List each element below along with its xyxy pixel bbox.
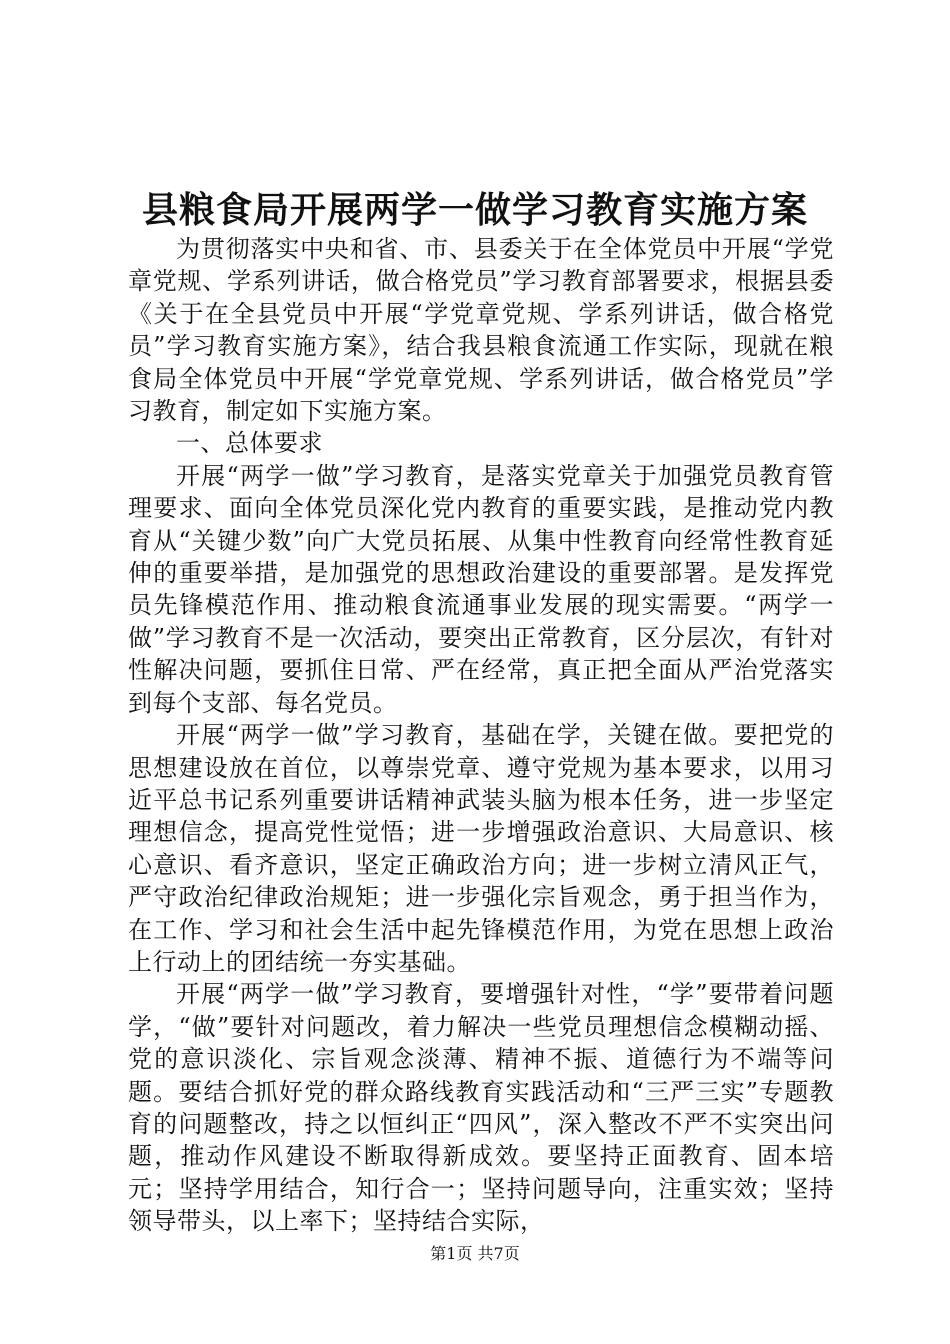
paragraph-targeting: 开展“两学一做”学习教育，要增强针对性，“学”要带着问题学，“做”要针对问题改，着力解决一些党员理想信念模糊动摇、党的意识淡化、宗旨观念淡薄、精神不振、道德行为不端等问题。要结合抓好党的群众路线教育实践活动和“三严三实”专题教育的问题整改，持之以恒纠正“四风”，深入整改不严不实突出问题，推动作风建设不断取得新成效。要坚持正面教育、固本培元；坚持学用结合，知行合一；坚持问题导向，注重实效；坚持领导带头，以上率下；坚持结合实际，	[128, 980, 834, 1236]
paragraph-foundation: 开展“两学一做”学习教育，基础在学，关键在做。要把党的思想建设放在首位，以尊崇党章、遵守党规为基本要求，以用习近平总书记系列重要讲话精神武装头脑为根本任务，进一步坚定理想信念，提高党性觉悟；进一步增强政治意识、大局意识、核心意识、看齐意识，坚定正确政治方向；进一步树立清风正气，严守政治纪律政治规矩；进一步强化宗旨观念，勇于担当作为，在工作、学习和社会生活中起先锋模范作用，为党在思想上政治上行动上的团结统一夯实基础。	[128, 721, 834, 976]
paragraph-intro: 为贯彻落实中央和省、市、县委关于在全体党员中开展“学党章党规、学系列讲话，做合格党员”学习教育部署要求，根据县委《关于在全县党员中开展“学党章党规、学系列讲话，做合格党员”学习教育实施方案》，结合我县粮食流通工作实际，现就在粮食局全体党员中开展“学党章党规、学系列讲话，做合格党员”学习教育，制定如下实施方案。	[128, 235, 834, 426]
document-body	[128, 233, 834, 1238]
paragraph-significance: 开展“两学一做”学习教育，是落实党章关于加强党员教育管理要求、面向全体党员深化党内教育的重要实践，是推动党内教育从“关键少数”向广大党员拓展、从集中性教育向经常性教育延伸的重要举措，是加强党的思想政治建设的重要部署。是发挥党员先锋模范作用、推动粮食流通事业发展的现实需要。“两学一做”学习教育不是一次活动，要突出正常教育，区分层次，有针对性解决问题，要抓住日常、严在经常，真正把全面从严治党落实到每个支部、每名党员。	[128, 461, 834, 717]
document-title: 县粮食局开展两学一做学习教育实施方案	[141, 189, 808, 231]
page-footer: 第1页 共7页	[430, 1244, 520, 1263]
section-heading-general-requirements: 一、总体要求	[176, 429, 323, 458]
